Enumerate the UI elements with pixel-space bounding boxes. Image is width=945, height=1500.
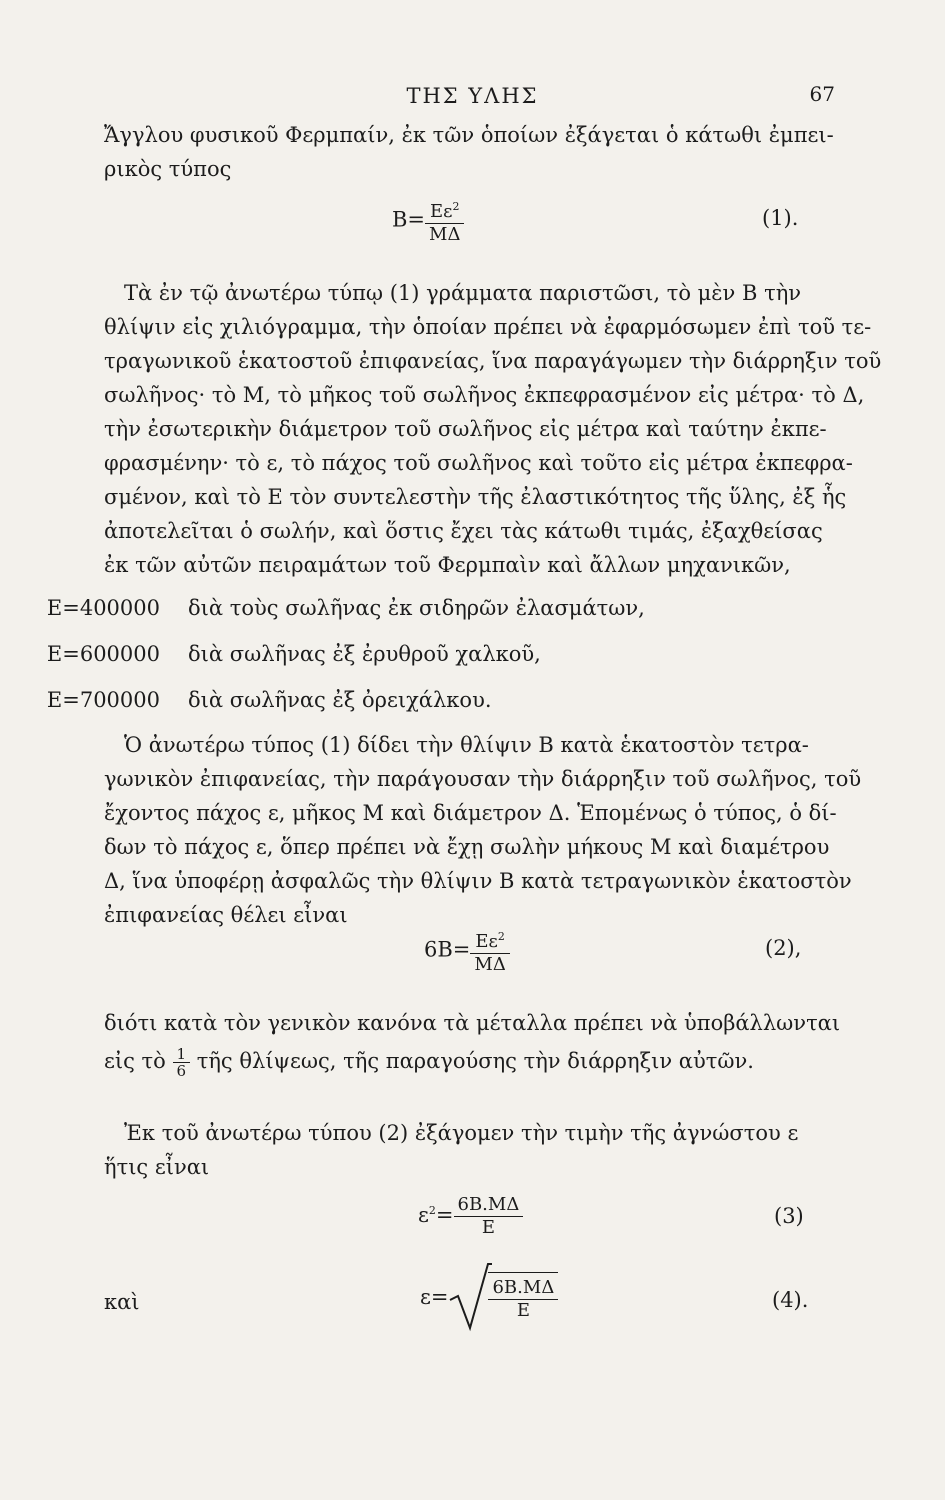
paragraph-formula-explanation [104, 728, 862, 932]
fraction [488, 1272, 558, 1322]
text-line: σωλῆνος· τὸ Μ, τὸ μῆκος τοῦ σωλῆνος ἐκπεφρασμένον εἰς μέτρα· τὸ Δ, [104, 383, 865, 407]
text-line: ἥτις εἶναι [104, 1155, 210, 1179]
fraction [454, 1194, 524, 1239]
fraction-denominator: Ε [516, 1300, 530, 1321]
formula-4-prefix: καὶ [104, 1290, 140, 1314]
formula-4 [420, 1262, 558, 1332]
text-line: τραγωνικοῦ ἑκατοστοῦ ἐπιφανείας, ἵνα παραγάγωμεν τὴν διάρρηξιν τοῦ [104, 349, 882, 373]
text-line: γωνικὸν ἐπιφανείας, τὴν παράγουσαν τὴν διάρρηξιν τοῦ σωλῆνος, τοῦ [104, 767, 862, 791]
text-line: εἰς τὸ $\frac{1}{6}$ τῆς θλίψεως, τῆς παραγούσης τὴν διάρρηξιν αὐτῶν. [104, 1045, 754, 1080]
text-line: ἐκ τῶν αὐτῶν πειραμάτων τοῦ Φερμπαὶν καὶ ἄλλων μηχανικῶν, [104, 553, 791, 577]
e-values-list [0, 596, 645, 734]
equation-number-4: (4). [772, 1288, 809, 1312]
fraction-denominator: Ε [481, 1217, 495, 1238]
text-line: δων τὸ πάχος ε, ὅπερ πρέπει νὰ ἔχῃ σωλὴν μήκους Μ καὶ διαμέτρου [104, 835, 830, 859]
square-root [448, 1262, 558, 1332]
text-line: ἔχοντος πάχος ε, μῆκος Μ καὶ διάμετρον Δ. Ἑπομένως ὁ τύπος, ὁ δί- [104, 801, 837, 825]
text-line: Ἐκ τοῦ ἀνωτέρω τύπου (2) ἐξάγομεν τὴν τιμὴν τῆς ἀγνώστου ε [124, 1121, 799, 1145]
e-value-lhs: E=700000 [46, 688, 160, 712]
equation-number-3: (3) [774, 1204, 804, 1228]
formula-lhs: $\varepsilon^2=$ [418, 1203, 454, 1227]
formula-1 [392, 196, 464, 246]
fraction [425, 196, 464, 246]
text-line: Ὁ ἀνωτέρω τύπος (1) δίδει τὴν θλίψιν Β κατὰ ἑκατοστὸν τετρα- [124, 733, 809, 757]
text-line: θλίψιν εἰς χιλιόγραμμα, τὴν ὁποίαν πρέπει νὰ ἐφαρμόσωμεν ἐπὶ τοῦ τε- [104, 315, 872, 339]
paragraph-intro [104, 118, 844, 186]
equation-number-2: (2), [765, 936, 802, 960]
formula-2 [424, 926, 510, 976]
formula-lhs: 6B= [424, 937, 471, 962]
e-value-lhs: E=600000 [46, 642, 160, 666]
text-line: φρασμένην· τὸ ε, τὸ πάχος τοῦ σωλῆνος καὶ τοῦτο εἰς μέτρα ἐκπεφρα- [104, 451, 853, 475]
paragraph-derivation [104, 1116, 844, 1184]
fraction-denominator: ΜΔ [429, 224, 461, 245]
formula-3 [418, 1194, 523, 1239]
equation-number-1: (1). [762, 206, 799, 230]
e-value-lhs: E=400000 [46, 596, 160, 620]
text-line: διότι κατὰ τὸν γενικὸν κανόνα τὰ μέταλλα πρέπει νὰ ὑποβάλλωνται [104, 1011, 841, 1035]
paragraph-safety-rule [104, 1006, 844, 1079]
fraction-numerator: $E\varepsilon^2$ [425, 196, 464, 224]
e-value-text: διὰ σωλῆνας ἐξ ὀρειχάλκου. [188, 688, 492, 712]
e-value-row [0, 596, 645, 642]
text-line: ἐπιφανείας θέλει εἶναι [104, 903, 348, 927]
text-line: τὴν ἐσωτερικὴν διάμετρον τοῦ σωλῆνος εἰς μέτρα καὶ ταύτην ἐκπε- [104, 417, 827, 441]
radical-sign-icon [448, 1262, 492, 1332]
page-number: 67 [809, 82, 835, 106]
fraction-denominator: ΜΔ [474, 954, 506, 975]
text-line: ρικὸς τύπος [104, 157, 232, 181]
text-line: ἀποτελεῖται ὁ σωλήν, καὶ ὅστις ἔχει τὰς κάτωθι τιμάς, ἐξαχθείσας [104, 519, 823, 543]
text-line: Δ, ἵνα ὑποφέρῃ ἀσφαλῶς τὴν θλίψιν Β κατὰ τετραγωνικὸν ἑκατοστὸν [104, 869, 852, 893]
e-value-text: διὰ σωλῆνας ἐξ ἐρυθροῦ χαλκοῦ, [188, 642, 541, 666]
formula-lhs: B= [392, 207, 426, 232]
fraction-numerator: $E\varepsilon^2$ [470, 926, 509, 954]
e-value-text: διὰ τοὺς σωλῆνας ἐκ σιδηρῶν ἐλασμάτων, [188, 596, 645, 620]
e-value-row [0, 642, 645, 688]
fraction-numerator: 6Β.ΜΔ [454, 1194, 524, 1217]
text-line: σμένον, καὶ τὸ Ε τὸν συντελεστὴν τῆς ἐλαστικότητος τῆς ὕλης, ἐξ ἧς [104, 485, 847, 509]
text-line: Ἄγγλου φυσικοῦ Φερμπαίν, ἐκ τῶν ὁποίων ἐξάγεται ὁ κάτωθι ἐμπει- [104, 123, 834, 147]
fraction-numerator: 6Β.ΜΔ [488, 1277, 558, 1300]
formula-lhs: ε= [420, 1285, 449, 1309]
running-header-title: ΤΗΣ ΥΛΗΣ [406, 84, 539, 108]
fraction-one-sixth: $\frac{1}{6}$ [173, 1046, 191, 1079]
fraction [470, 926, 509, 976]
paragraph-variables [104, 276, 882, 582]
text-line: Τὰ ἐν τῷ ἀνωτέρω τύπῳ (1) γράμματα παριστῶσι, τὸ μὲν Β τὴν [124, 281, 802, 305]
